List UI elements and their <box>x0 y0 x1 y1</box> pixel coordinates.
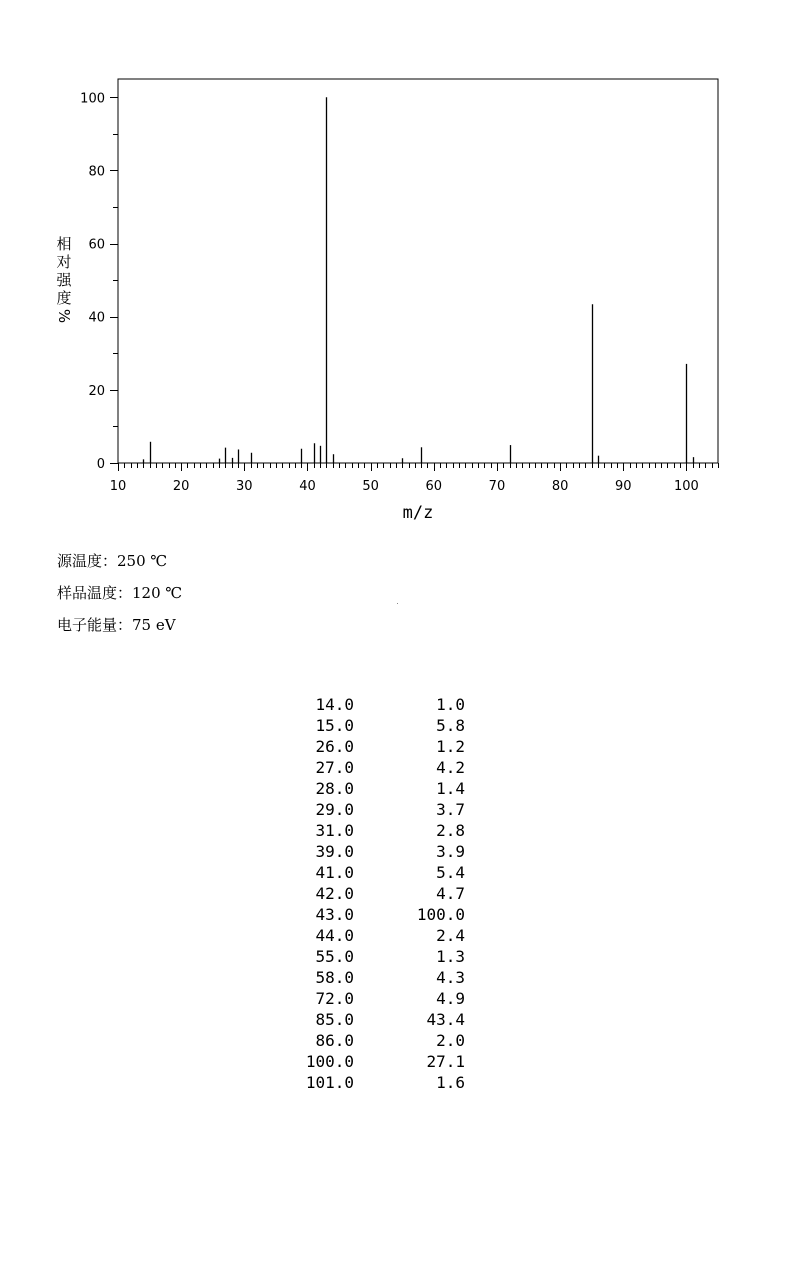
peak-mz-cell: 27.0 <box>315 758 354 777</box>
peak-intensity-cell: 1.6 <box>436 1073 465 1092</box>
peak-intensity-cell: 4.7 <box>436 884 465 903</box>
table-row <box>290 1030 465 1051</box>
table-row <box>290 757 465 778</box>
x-tick-label: 10 <box>109 479 127 494</box>
condition-value: 75 eV <box>132 616 176 634</box>
peak-intensity-cell: 2.4 <box>436 926 465 945</box>
x-axis-ticks <box>110 463 719 494</box>
peak-mz-cell: 72.0 <box>315 989 354 1008</box>
stray-dot <box>397 603 398 604</box>
peak-intensity-cell: 27.1 <box>426 1052 465 1071</box>
peak-intensity-cell: 43.4 <box>426 1010 465 1029</box>
y-label-char: 强 <box>56 271 72 289</box>
table-row <box>290 946 465 967</box>
x-tick-label: 80 <box>551 479 569 494</box>
mass-spectrum-chart <box>0 0 794 540</box>
peak-mz-cell: 100.0 <box>305 1052 354 1071</box>
peak-intensity-cell: 3.7 <box>436 800 465 819</box>
y-label-char: % <box>55 308 73 324</box>
table-row <box>290 1009 465 1030</box>
peak-mz-cell: 44.0 <box>315 926 354 945</box>
table-row <box>290 904 465 925</box>
y-tick-label: 20 <box>88 383 105 399</box>
peak-mz-cell: 101.0 <box>305 1073 354 1092</box>
table-row <box>290 883 465 904</box>
sample-temperature <box>57 581 182 613</box>
peak-intensity-cell: 5.8 <box>436 716 465 735</box>
peak-intensity-cell: 4.9 <box>436 989 465 1008</box>
peak-mz-cell: 26.0 <box>315 737 354 756</box>
condition-label: 源温度： <box>57 552 118 570</box>
peak-intensity-cell: 5.4 <box>436 863 465 882</box>
condition-value: 120 ℃ <box>132 584 183 602</box>
conditions-block <box>57 549 182 645</box>
y-label-char: 相 <box>56 235 72 253</box>
electron-energy <box>57 613 182 645</box>
peak-mz-cell: 15.0 <box>315 716 354 735</box>
y-tick-label: 0 <box>96 457 105 472</box>
peak-intensity-cell: 1.2 <box>436 737 465 756</box>
y-tick-label: 80 <box>88 164 105 180</box>
y-axis-ticks <box>80 91 118 472</box>
peak-intensity-cell: 3.9 <box>436 842 465 861</box>
condition-label: 样品温度： <box>57 584 133 602</box>
peak-intensity-cell: 1.3 <box>436 947 465 966</box>
peak-mz-cell: 39.0 <box>315 842 354 861</box>
x-tick-label: 100 <box>674 479 699 494</box>
peak-intensity-cell: 2.8 <box>436 821 465 840</box>
peak-mz-cell: 28.0 <box>315 779 354 798</box>
table-row <box>290 967 465 988</box>
x-tick-label: 30 <box>236 479 253 494</box>
table-row <box>290 841 465 862</box>
x-tick-label: 40 <box>299 479 316 494</box>
x-axis-label: m/z <box>402 503 434 523</box>
table-row <box>290 715 465 736</box>
x-tick-label: 20 <box>172 479 190 494</box>
y-axis-label <box>55 235 73 323</box>
table-row <box>290 1051 465 1072</box>
peak-mz-cell: 85.0 <box>315 1010 354 1029</box>
table-row <box>290 988 465 1009</box>
table-row <box>290 925 465 946</box>
table-row <box>290 694 465 715</box>
x-tick-label: 70 <box>488 479 506 494</box>
peak-intensity-cell: 100.0 <box>416 905 465 924</box>
y-label-char: 度 <box>56 289 72 307</box>
y-tick-label: 100 <box>80 91 105 107</box>
x-tick-label: 90 <box>614 479 632 494</box>
source-temperature <box>57 549 182 581</box>
condition-value: 250 ℃ <box>117 552 168 570</box>
y-tick-label: 60 <box>88 237 105 253</box>
table-row <box>290 1072 465 1093</box>
peak-list-table <box>290 694 465 1093</box>
peak-intensity-cell: 4.2 <box>436 758 465 777</box>
table-row <box>290 799 465 820</box>
table-row <box>290 862 465 883</box>
x-tick-label: 60 <box>425 479 443 494</box>
peak-mz-cell: 55.0 <box>315 947 354 966</box>
peak-intensity-cell: 1.0 <box>436 695 465 714</box>
peaks <box>144 97 694 463</box>
table-row <box>290 736 465 757</box>
peak-mz-cell: 41.0 <box>315 863 354 882</box>
table-row <box>290 820 465 841</box>
peak-mz-cell: 58.0 <box>315 968 354 987</box>
peak-mz-cell: 31.0 <box>315 821 354 840</box>
peak-mz-cell: 14.0 <box>315 695 354 714</box>
y-tick-label: 40 <box>88 310 105 326</box>
x-tick-label: 50 <box>362 479 379 494</box>
peak-intensity-cell: 1.4 <box>436 779 465 798</box>
peak-mz-cell: 42.0 <box>315 884 354 903</box>
peak-mz-cell: 29.0 <box>315 800 354 819</box>
table-row <box>290 778 465 799</box>
condition-label: 电子能量： <box>57 616 133 634</box>
peak-intensity-cell: 2.0 <box>436 1031 465 1050</box>
peak-intensity-cell: 4.3 <box>436 968 465 987</box>
plot-frame <box>118 79 718 463</box>
peak-mz-cell: 86.0 <box>315 1031 354 1050</box>
peak-mz-cell: 43.0 <box>315 905 354 924</box>
y-label-char: 对 <box>56 253 72 271</box>
